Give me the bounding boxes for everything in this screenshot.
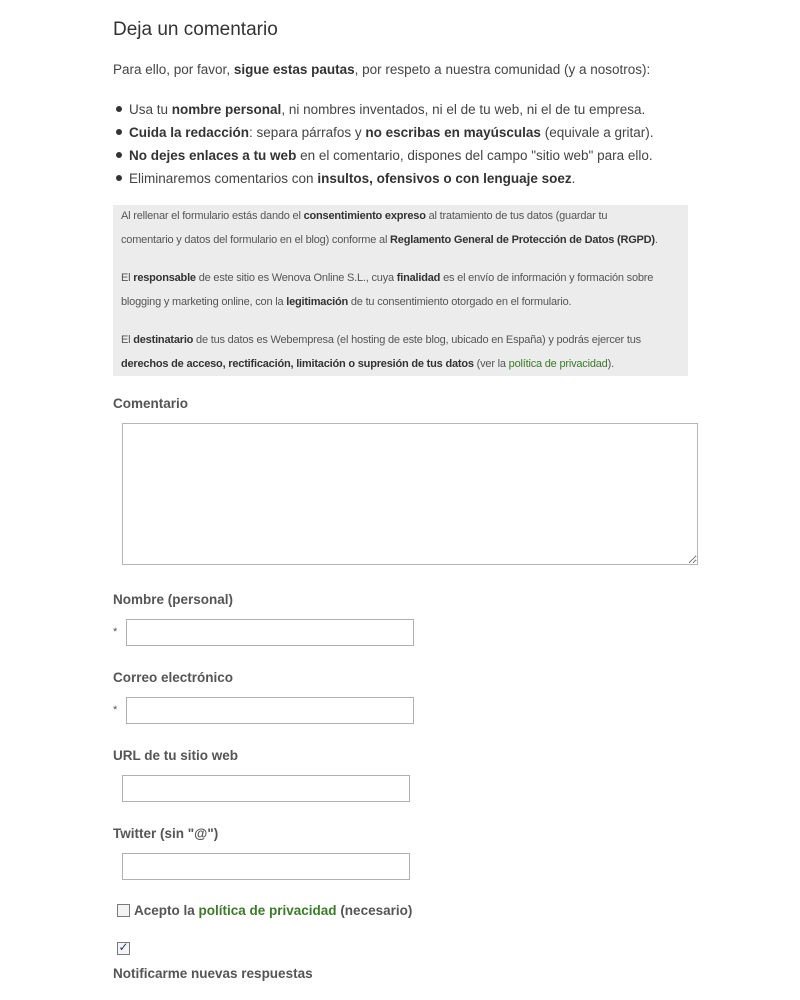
url-input[interactable] xyxy=(122,775,410,802)
rule-text: , ni nombres inventados, ni el de tu web, ni el de tu empresa. xyxy=(281,102,646,117)
gdpr-bold: destinatario xyxy=(133,334,194,346)
rule-text: : separa párrafos y xyxy=(249,125,366,140)
gdpr-text: El xyxy=(121,272,134,284)
rule-bold: nombre personal xyxy=(171,102,282,117)
check-icon: ✓ xyxy=(118,940,129,954)
rule-bold: insultos, ofensivos o con lenguaje soez xyxy=(317,171,572,186)
rule-text: (equivale a gritar). xyxy=(540,125,654,140)
gdpr-bold: finalidad xyxy=(396,272,441,284)
intro-text xyxy=(113,60,650,80)
comment-label: Comentario xyxy=(113,396,189,411)
required-asterisk: * xyxy=(113,626,118,638)
rules-list xyxy=(113,98,654,190)
gdpr-bold: responsable xyxy=(133,272,196,284)
consent-text: Acepto la xyxy=(134,903,199,918)
name-input[interactable] xyxy=(126,619,414,646)
email-label: Correo electrónico xyxy=(113,670,234,685)
privacy-policy-link[interactable]: política de privacidad xyxy=(508,357,608,370)
section-title: Deja un comentario xyxy=(113,19,278,40)
privacy-policy-link[interactable]: política de privacidad xyxy=(198,903,337,918)
list-item xyxy=(113,98,654,121)
rule-text: en el comentario, dispones del campo "sitio web" para ello. xyxy=(296,148,653,163)
list-item xyxy=(113,144,654,167)
gdpr-text: de tu consentimiento otorgado en el formulario. xyxy=(348,295,572,308)
gdpr-notice xyxy=(113,205,688,376)
gdpr-paragraph xyxy=(121,267,680,314)
gdpr-text: comentario y datos del formulario en el blog) conforme al xyxy=(121,233,391,246)
gdpr-text: (ver la xyxy=(473,357,509,370)
rule-text: Usa tu xyxy=(129,102,172,117)
comment-textarea[interactable] xyxy=(122,423,698,565)
gdpr-text: es el envío de información y formación sobre xyxy=(440,272,654,284)
consent-text: (necesario) xyxy=(336,903,413,918)
url-label: URL de tu sitio web xyxy=(113,748,239,763)
gdpr-text: al tratamiento de tus datos (guardar tu xyxy=(425,210,608,222)
rule-text: Eliminaremos comentarios con xyxy=(129,171,318,186)
twitter-input[interactable] xyxy=(122,853,410,880)
gdpr-text: . xyxy=(654,233,658,246)
intro-after: , por respeto a nuestra comunidad (y a nosotros): xyxy=(354,62,651,77)
intro-bold: sigue estas pautas xyxy=(233,62,355,77)
gdpr-text: de este sitio es Wenova Online S.L., cuya xyxy=(195,272,397,284)
rule-text: . xyxy=(571,171,576,186)
gdpr-bold: legitimación xyxy=(286,295,349,308)
list-item xyxy=(113,167,654,190)
twitter-label: Twitter (sin "@") xyxy=(113,826,219,841)
privacy-consent-label xyxy=(134,903,412,918)
gdpr-text: Al rellenar el formulario estás dando el xyxy=(121,210,304,222)
gdpr-bold: consentimiento expreso xyxy=(303,210,426,222)
gdpr-text: El xyxy=(121,334,134,346)
gdpr-paragraph xyxy=(121,205,680,252)
required-asterisk: * xyxy=(113,704,118,716)
notify-label: Notificarme nuevas respuestas xyxy=(113,966,313,981)
gdpr-bold: derechos de acceso, rectificación, limitación o supresión de tus datos xyxy=(121,357,474,370)
gdpr-text: de tus datos es Webempresa (el hosting de este blog, ubicado en España) y podrás ejercer tus xyxy=(193,334,641,346)
rule-bold: no escribas en mayúsculas xyxy=(365,125,541,140)
notify-checkbox[interactable] xyxy=(117,942,130,955)
gdpr-paragraph xyxy=(121,329,680,376)
gdpr-bold: Reglamento General de Protección de Datos (RGPD) xyxy=(390,233,655,246)
privacy-checkbox[interactable] xyxy=(117,904,130,917)
intro-before: Para ello, por favor, xyxy=(113,62,234,77)
name-label: Nombre (personal) xyxy=(113,592,234,607)
rule-bold: Cuida la redacción xyxy=(129,125,250,140)
email-input[interactable] xyxy=(126,697,414,724)
gdpr-text: ). xyxy=(607,357,614,370)
list-item xyxy=(113,121,654,144)
gdpr-text: blogging y marketing online, con la xyxy=(121,295,287,308)
rule-bold: No dejes enlaces a tu web xyxy=(129,148,297,163)
